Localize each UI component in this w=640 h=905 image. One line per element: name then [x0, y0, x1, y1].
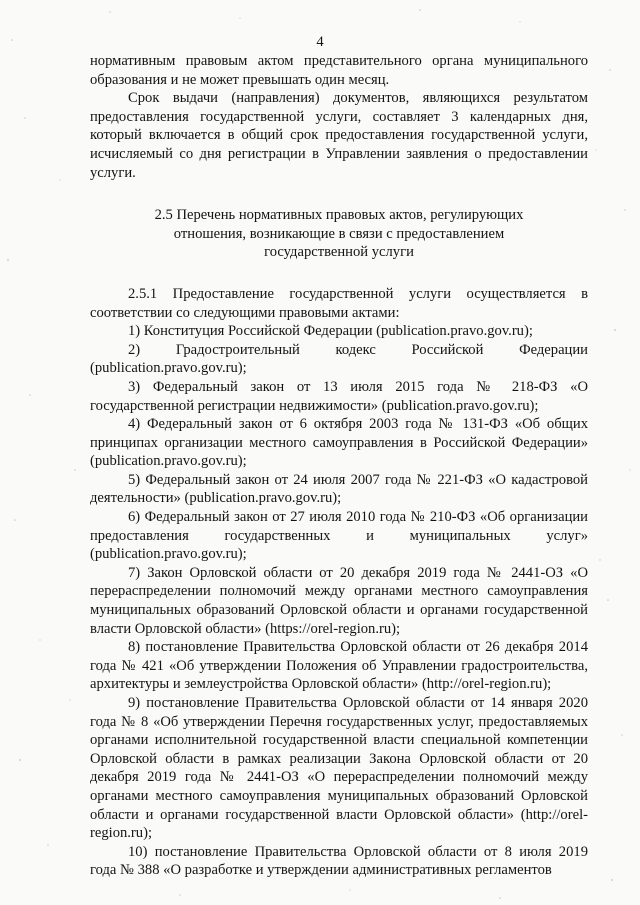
acts-intro: 2.5.1 Предоставление государственной услуги осуществляется в соответствии со следующими правовыми актами:	[90, 285, 588, 321]
act-item-7: 7) Закон Орловской области от 20 декабря 2019 года № 2441-ОЗ «О перераспределении полномочий между органами местного самоуправления муниципальных образований Орловской области и органами государственной власти Орловской области» (https://orel-region.ru);	[90, 564, 588, 637]
act-item-6: 6) Федеральный закон от 27 июля 2010 года № 210-ФЗ «Об организации предоставления государственных и муниципальных услуг» (publication.pravo.gov.ru);	[90, 509, 588, 563]
act-item-5: 5) Федеральный закон от 24 июля 2007 года № 221-ФЗ «О кадастровой деятельности» (publication.pravo.gov.ru);	[90, 471, 588, 507]
act-item-4: 4) Федеральный закон от 6 октября 2003 года № 131-ФЗ «Об общих принципах организации местного самоуправления в Российской Федерации» (publication.pravo.gov.ru);	[90, 416, 588, 470]
act-item-3: 3) Федеральный закон от 13 июля 2015 года № 218-ФЗ «О государственной регистрации недвижимости» (publication.pravo.gov.ru);	[90, 378, 588, 414]
act-item-1: 1) Конституция Российской Федерации (publication.pravo.gov.ru);	[128, 323, 533, 340]
section-heading: 2.5 Перечень нормативных правовых актов, регулирующих отношения, возникающие в связи с предоставлением государственной услуги	[154, 207, 524, 261]
act-item-8: 8) постановление Правительства Орловской области от 26 декабря 2014 года № 421 «Об утверждении Положения об Управлении градостроительства, архитектуры и землеустройства Орловской области» (http://orel-region.ru);	[90, 639, 588, 693]
page-number: 4	[316, 34, 324, 50]
document-body	[90, 52, 588, 880]
act-item-9: 9) постановление Правительства Орловской области от 14 января 2020 года № 8 «Об утверждении Перечня государственных услуг, предоставляемых органами исполнительной государственной власти специальной компетенции Орловской области в рамках реализации Закона Орловской области от 20 декабря 2019 года № 2441-ОЗ «О перераспределении полномочий между органами местного самоуправления муниципальных образований Орловской области и органами государственной власти Орловской области» (http://orel-region.ru);	[90, 695, 588, 842]
act-item-10: 10) постановление Правительства Орловской области от 8 июля 2019 года № 388 «О разработке и утверждении административных регламентов	[90, 843, 588, 879]
paragraph-continuation: нормативным правовым актом представительного органа муниципального образования и не может превышать один месяц.	[90, 53, 588, 88]
paragraph-issue-term: Срок выдачи (направления) документов, являющихся результатом предоставления государственной услуги, составляет 3 календарных дня, который включается в общий срок предоставления государственной услуги, исчисляемый со дня регистрации в Управлении заявления о предоставлении услуги.	[90, 90, 588, 181]
act-item-2: 2) Градостроительный кодекс Российской Федерации (publication.pravo.gov.ru);	[90, 341, 588, 377]
